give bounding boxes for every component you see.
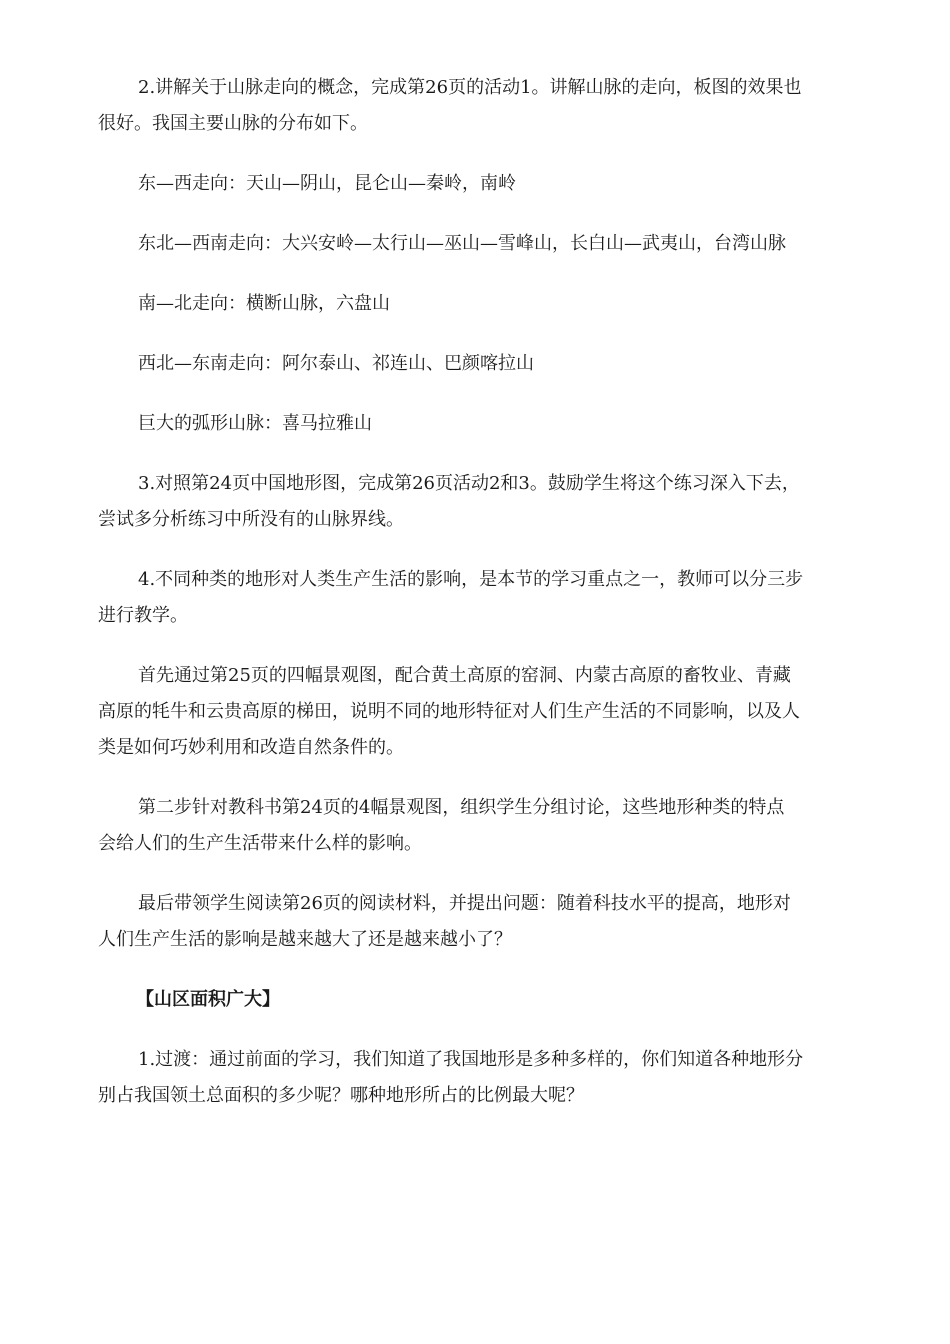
text-line: 最后带领学生阅读第26页的阅读材料，并提出问题：随着科技水平的提高，地形对 <box>138 893 791 914</box>
text-line: 南—北走向：横断山脉，六盘山 <box>138 293 390 314</box>
paragraph-step-three <box>98 886 850 958</box>
paragraph-south-north <box>138 286 850 322</box>
text-line: 类是如何巧妙利用和改造自然条件的。 <box>98 737 404 758</box>
section-heading: 【山区面积广大】 <box>136 989 280 1010</box>
paragraph-east-west <box>138 166 850 202</box>
text-line: 很好。我国主要山脉的分布如下。 <box>98 113 368 134</box>
paragraph-step-one <box>98 658 850 766</box>
text-line: 第二步针对教科书第24页的4幅景观图，组织学生分组讨论，这些地形种类的特点 <box>138 797 785 818</box>
document-body <box>98 70 850 1138</box>
text-line: 4.不同种类的地形对人类生产生活的影响，是本节的学习重点之一，教师可以分三步 <box>138 569 804 590</box>
paragraph-northwest-southeast <box>138 346 850 382</box>
paragraph-activity-2-3 <box>98 466 850 538</box>
paragraph-transition <box>98 1042 850 1114</box>
text-line: 别占我国领土总面积的多少呢？哪种地形所占的比例最大呢？ <box>98 1085 584 1106</box>
text-line: 巨大的弧形山脉：喜马拉雅山 <box>138 413 372 434</box>
text-line: 人们生产生活的影响是越来越大了还是越来越小了？ <box>98 929 512 950</box>
text-line: 1.过渡：通过前面的学习，我们知道了我国地形是多种多样的，你们知道各种地形分 <box>138 1049 804 1070</box>
text-line: 进行教学。 <box>98 605 188 626</box>
text-line: 3.对照第24页中国地形图，完成第26页活动2和3。鼓励学生将这个练习深入下去， <box>138 473 800 494</box>
text-line: 首先通过第25页的四幅景观图，配合黄土高原的窑洞、内蒙古高原的畜牧业、青藏 <box>138 665 791 686</box>
paragraph-terrain-influence <box>98 562 850 634</box>
paragraph-mountain-direction-concept <box>98 70 850 142</box>
paragraph-arc-mountains <box>138 406 850 442</box>
text-line: 西北—东南走向：阿尔泰山、祁连山、巴颜喀拉山 <box>138 353 534 374</box>
paragraph-step-two <box>98 790 850 862</box>
text-line: 2.讲解关于山脉走向的概念，完成第26页的活动1。讲解山脉的走向，板图的效果也 <box>138 77 802 98</box>
text-line: 东—西走向：天山—阴山，昆仑山—秦岭，南岭 <box>138 173 516 194</box>
text-line: 会给人们的生产生活带来什么样的影响。 <box>98 833 422 854</box>
paragraph-northeast-southwest <box>138 226 850 262</box>
text-line: 尝试多分析练习中所没有的山脉界线。 <box>98 509 404 530</box>
text-line: 高原的牦牛和云贵高原的梯田，说明不同的地形特征对人们生产生活的不同影响，以及人 <box>98 701 800 722</box>
text-line: 东北—西南走向：大兴安岭—太行山—巫山—雪峰山，长白山—武夷山，台湾山脉 <box>138 233 786 254</box>
